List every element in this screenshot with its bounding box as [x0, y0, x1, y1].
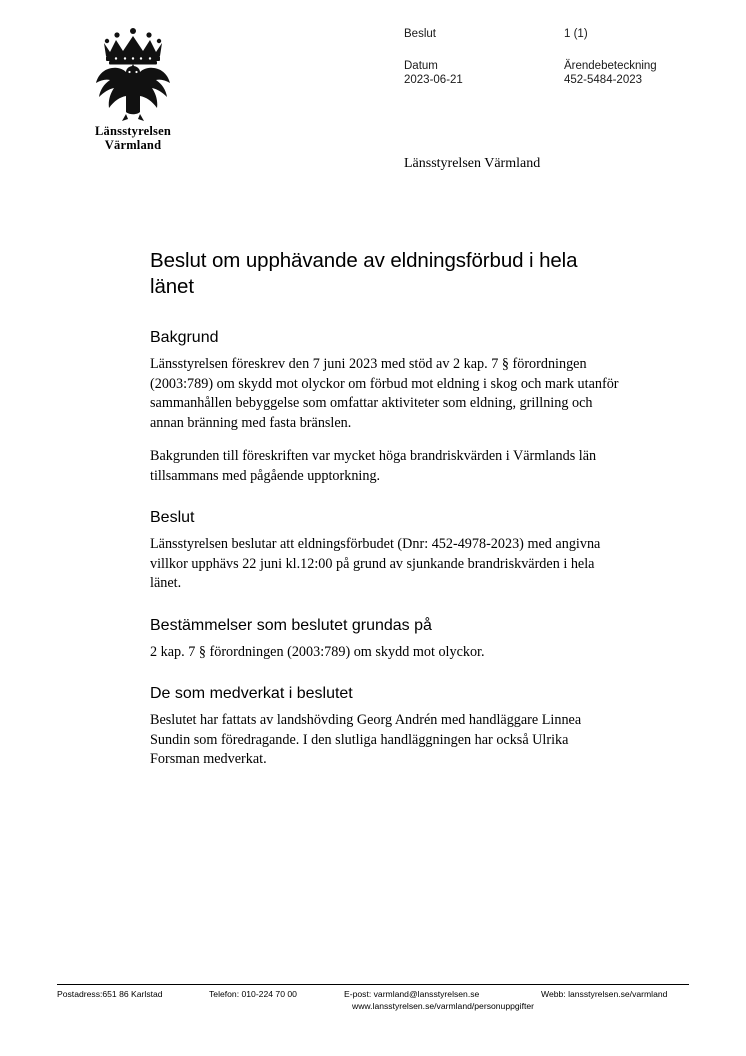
document-footer: [57, 984, 689, 1011]
meta-row-doctype: [404, 28, 704, 40]
footer-email[interactable]: E-post: varmland@lansstyrelsen.se: [344, 989, 480, 999]
section-paragraph: 2 kap. 7 § förordningen (2003:789) om skydd mot olyckor.: [150, 643, 485, 660]
section-heading: Bestämmelser som beslutet grundas på: [150, 616, 432, 634]
page-title: Beslut om upphävande av eldningsförbud i hela länet: [150, 249, 578, 298]
section-beslut: [150, 508, 620, 594]
document-header: [0, 18, 746, 178]
section-bestammelser: [150, 616, 620, 663]
meta-row-labels: [404, 60, 704, 72]
header-meta: [404, 28, 704, 88]
case-label: Ärendebeteckning: [564, 60, 657, 72]
section-paragraph: Bakgrunden till föreskriften var mycket höga brandriskvärden i Värmlands län tillsammans med pågående upptorkning.: [150, 448, 597, 484]
case-value: 452-5484-2023: [564, 74, 643, 86]
section-heading: Bakgrund: [150, 329, 219, 346]
page-number: 1 (1): [564, 28, 588, 40]
footer-website[interactable]: Webb: lansstyrelsen.se/varmland: [541, 989, 668, 999]
section-medverkat: [150, 684, 620, 770]
organization-logo: [78, 26, 188, 152]
section-paragraph: Länsstyrelsen beslutar att eldningsförbudet (Dnr: 452-4978-2023) med angivna villkor upphävs 22 juni kl.12:00 på grund av sjunkande brandriskvärden i hela länet.: [150, 536, 601, 591]
footer-contact-row: [57, 989, 689, 999]
footer-privacy-url[interactable]: www.lansstyrelsen.se/varmland/personuppgifter: [352, 1001, 534, 1011]
logo-text: [78, 125, 188, 152]
date-value: 2023-06-21: [404, 74, 463, 86]
section-heading: De som medverkat i beslutet: [150, 685, 353, 702]
meta-spacer: [404, 42, 704, 58]
section-bakgrund: [150, 328, 620, 486]
section-paragraph: Länsstyrelsen föreskrev den 7 juni 2023 med stöd av 2 kap. 7 § förordningen (2003:789) om skydd mot olyckor om förbud mot eldning i skog och mark utanför sammanhållen bebyggelse som omfattar aktiviteter som eldning, grillning och annan bränning med fasta bränslen.: [150, 356, 619, 431]
section-paragraph: Beslutet har fattats av landshövding Georg Andrén med handläggare Linnea Sundin som föredragande. I den slutliga handläggningen har också Ulrika Forsman medverkat.: [150, 712, 582, 767]
section-heading: Beslut: [150, 509, 195, 526]
recipient: Länsstyrelsen Värmland: [404, 156, 541, 171]
doc-type-label: Beslut: [404, 28, 436, 40]
logo-line-2: Värmland: [104, 137, 162, 152]
logo-line-1: Länsstyrelsen: [95, 124, 171, 138]
date-label: Datum: [404, 60, 438, 72]
footer-phone: Telefon: 010-224 70 00: [209, 989, 297, 999]
document-body: [150, 248, 620, 792]
footer-divider: [57, 984, 689, 985]
heraldic-eagle-crest-icon: [90, 26, 176, 122]
meta-row-values: [404, 74, 704, 86]
footer-address: Postadress:651 86 Karlstad: [57, 989, 163, 999]
